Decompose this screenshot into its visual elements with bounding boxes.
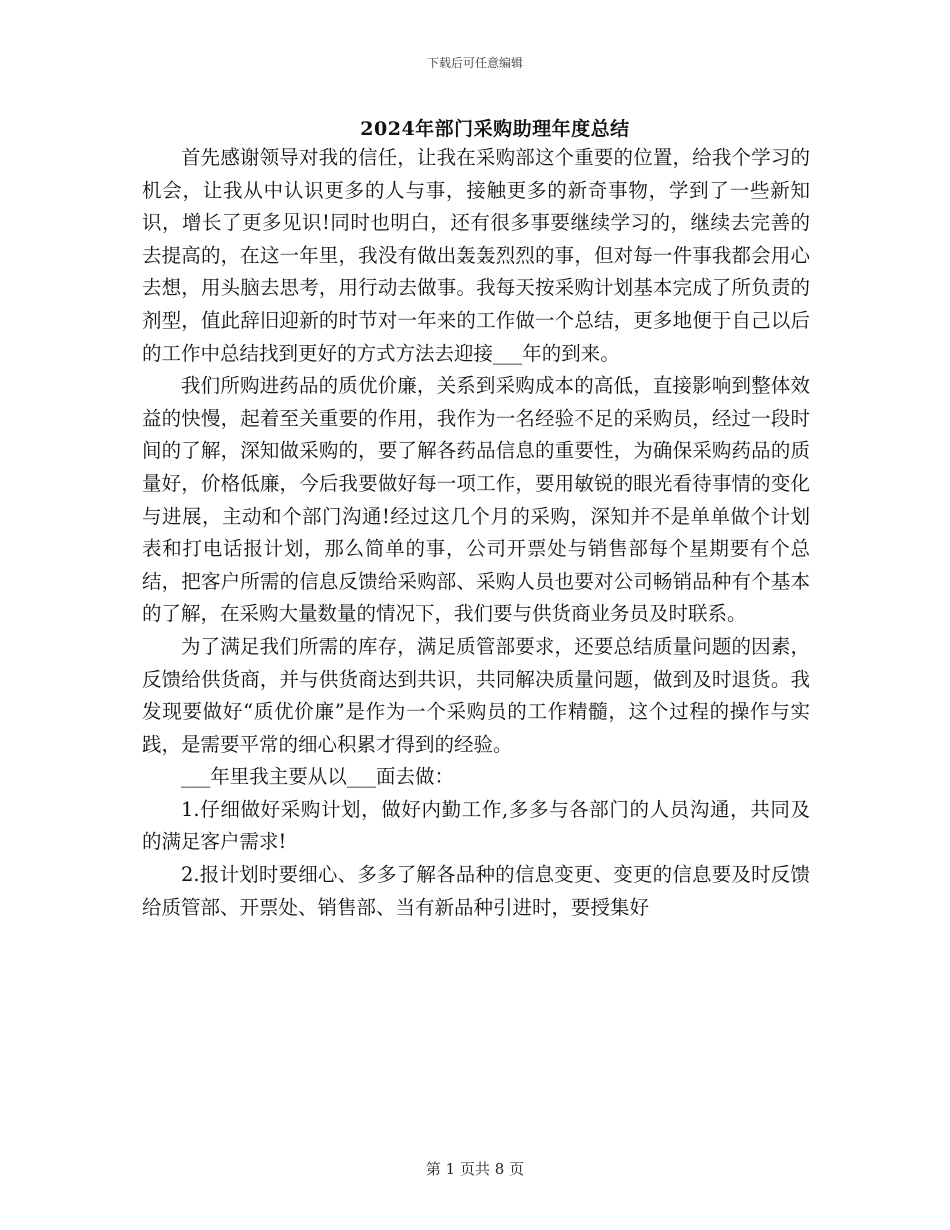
paragraph-inventory: 为了满足我们所需的库存，满足质管部要求，还要总结质量问题的因素，反馈给供货商，并与供货商达到共识，共同解决质量问题，做到及时退货。我发现要做好“质优价廉”是作为一个采购员的工作精髓，这个过程的操作与实践，是需要平常的细心积累才得到的经验。 <box>142 634 810 756</box>
paragraph-intro: 首先感谢领导对我的信任，让我在采购部这个重要的位置，给我个学习的机会，让我从中认识更多的人与事，接触更多的新奇事物，学到了一些新知识，增长了更多见识!同时也明白，还有很多事要继续学习的，继续去完善的去提高的，在这一年里，我没有做出轰轰烈烈的事，但对每一件事我都会用心去想，用头脑去思考，用行动去做事。我每天按采购计划基本完成了所负责的剂型，值此辞旧迎新的时节对一年来的工作做一个总结，更多地便于自己以后的工作中总结找到更好的方式方法去迎接___年的到来。 <box>142 146 810 365</box>
document-body <box>142 142 810 924</box>
page-number: 第 1 页共 8 页 <box>425 1160 525 1178</box>
paragraph-plan-intro: ___年里我主要从以___面去做： <box>181 765 455 789</box>
paragraph-item-2: 2.报计划时要细心、多多了解各品种的信息变更、变更的信息要及时反馈给质管部、开票处、销售部、当有新品种引进时，要授集好 <box>142 863 810 919</box>
paragraph-quality-price: 我们所购进药品的质优价廉，关系到采购成本的高低，直接影响到整体效益的快慢，起着至关重要的作用，我作为一名经验不足的采购员，经过一段时间的了解，深知做采购的，要了解各药品信息的重要性，为确保采购药品的质量好，价格低廉，今后我要做好每一项工作，要用敏锐的眼光看待事情的变化与进展，主动和个部门沟通!经过这几个月的采购，深知并不是单单做个计划表和打电话报计划，那么简单的事，公司开票处与销售部每个星期要有个总结，把客户所需的信息反馈给采购部、采购人员也要对公司畅销品种有个基本的了解，在采购大量数量的情况下，我们要与供货商业务员及时联系。 <box>142 374 810 626</box>
page-header-note: 下载后可任意编辑 <box>426 56 523 70</box>
document-title: 2024年部门采购助理年度总结 <box>360 118 630 140</box>
paragraph-item-1: 1.仔细做好采购计划，做好内勤工作,多多与各部门的人员沟通，共同及的满足客户需求! <box>142 797 810 854</box>
